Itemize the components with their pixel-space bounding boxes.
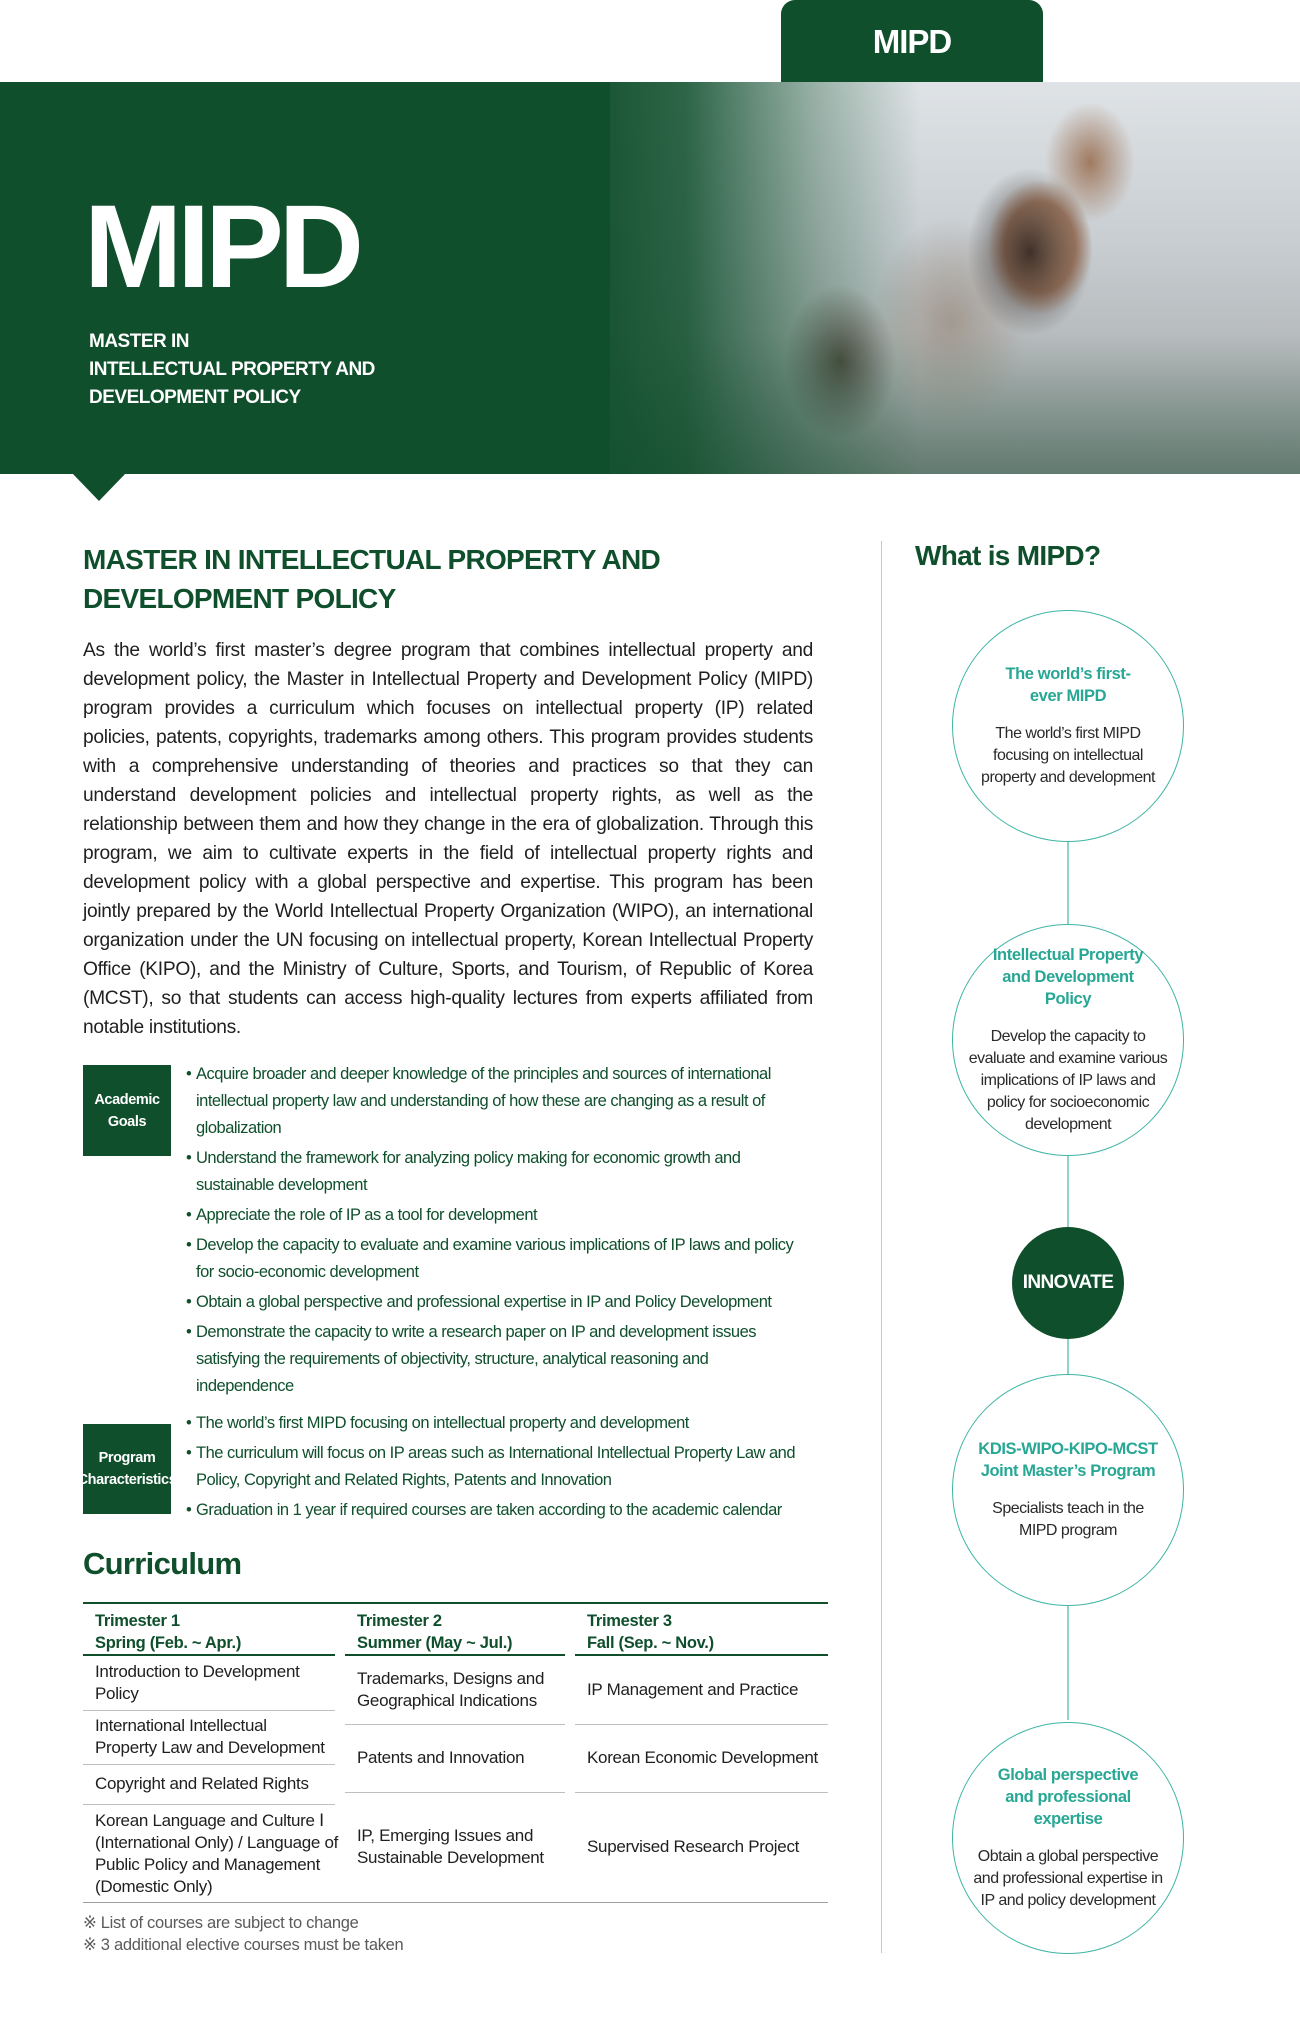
table-cell: Patents and Innovation bbox=[357, 1748, 525, 1767]
hero-banner bbox=[0, 82, 1300, 474]
feature-circle-global-perspective: Global perspective and professional expertise Obtain a global perspective and professional expertise in IP and policy development bbox=[952, 1722, 1184, 1954]
program-characteristics-label: Program Characteristics bbox=[83, 1424, 171, 1514]
feature-circle-first-mipd: The world’s first-ever MIPD The world’s first MIPD focusing on intellectual property and development bbox=[952, 610, 1184, 842]
banner-pointer bbox=[72, 473, 126, 501]
table-cell: IP Management and Practice bbox=[587, 1680, 799, 1699]
trimester-3-header: Trimester 3 Fall (Sep. ~ Nov.) bbox=[587, 1612, 714, 1652]
academic-goals-label: Academic Goals bbox=[83, 1065, 171, 1156]
table-cell: Trademarks, Designs and Geographical Indications bbox=[357, 1669, 545, 1710]
curriculum-table bbox=[83, 1602, 828, 1904]
curriculum-notes: ※ List of courses are subject to change ※ 3 additional elective courses must be taken bbox=[83, 1914, 404, 1954]
program-characteristics-list bbox=[186, 1410, 806, 1527]
list-item: • The world’s first MIPD focusing on intellectual property and development bbox=[186, 1410, 806, 1437]
list-item: • Understand the framework for analyzing policy making for economic growth and sustainable development bbox=[186, 1145, 806, 1199]
program-tab: MIPD bbox=[781, 0, 1043, 84]
list-item: • Obtain a global perspective and professional expertise in IP and Policy Development bbox=[186, 1289, 806, 1316]
intro-paragraph: As the world’s first master’s degree program that combines intellectual property and development policy, the Master in Intellectual Property and Development Policy (MIPD) program provides a curriculum which focuses on intellectual property (IP) related policies, patents, copyrights, trademarks among others. This program provides students with a comprehensive understanding of theories and practices so that they can understand development policies and intellectual property rights, as well as the relationship between them and how they change in the era of globalization. Through this program, we aim to cultivate experts in the field of intellectual property rights and development policy with a global perspective and expertise. This program has been jointly prepared by the World Intellectual Property Organization (WIPO), an international organization under the UN focusing on intellectual property, Korean Intellectual Property Office (KIPO), and the Ministry of Culture, Sports, and Tourism, of Republic of Korea (MCST), so that students can access high-quality lectures from experts affiliated from notable institutions. bbox=[83, 640, 813, 1038]
list-item: • Develop the capacity to evaluate and examine various implications of IP laws and policy for socio-economic development bbox=[186, 1232, 806, 1286]
table-cell: Copyright and Related Rights bbox=[95, 1774, 309, 1793]
table-cell: Introduction to Development Policy bbox=[95, 1662, 300, 1703]
table-cell: Korean Economic Development bbox=[587, 1748, 818, 1767]
page-title: MASTER IN INTELLECTUAL PROPERTY AND DEVELOPMENT POLICY bbox=[83, 544, 661, 614]
table-cell: IP, Emerging Issues and Sustainable Development bbox=[357, 1826, 544, 1867]
innovate-badge: INNOVATE bbox=[1012, 1227, 1124, 1339]
list-item: • The curriculum will focus on IP areas such as International Intellectual Property Law and Policy, Copyright and Related Rights, Patents and Innovation bbox=[186, 1440, 806, 1494]
feature-circle-ip-policy: Intellectual Property and Development Policy Develop the capacity to evaluate and examine various implications of IP laws and policy for socioeconomic development bbox=[952, 924, 1184, 1156]
academic-goals-list bbox=[186, 1061, 806, 1403]
hero-subtitle: MASTER IN INTELLECTUAL PROPERTY AND DEVELOPMENT POLICY bbox=[89, 331, 375, 408]
trimester-1-header: Trimester 1 Spring (Feb. ~ Apr.) bbox=[95, 1612, 242, 1652]
hero-title: MIPD bbox=[84, 181, 359, 313]
list-item: • Appreciate the role of IP as a tool for development bbox=[186, 1202, 806, 1229]
curriculum-heading: Curriculum bbox=[83, 1546, 242, 1581]
table-cell: Korean Language and Culture Ⅰ (International Only) / Language of Public Policy and Management (Domestic Only) bbox=[95, 1811, 339, 1896]
column-divider bbox=[881, 541, 882, 1953]
list-item: • Acquire broader and deeper knowledge of the principles and sources of international intellectual property law and understanding of how these are changing as a result of globalization bbox=[186, 1061, 806, 1142]
trimester-2-header: Trimester 2 Summer (May ~ Jul.) bbox=[357, 1612, 513, 1652]
sidebar-heading: What is MIPD? bbox=[915, 540, 1101, 571]
table-cell: Supervised Research Project bbox=[587, 1837, 800, 1856]
list-item: • Graduation in 1 year if required courses are taken according to the academic calendar bbox=[186, 1497, 806, 1524]
table-cell: International Intellectual Property Law and Development bbox=[95, 1716, 325, 1757]
list-item: • Demonstrate the capacity to write a research paper on IP and development issues satisfying the requirements of objectivity, structure, analytical reasoning and independence bbox=[186, 1319, 806, 1400]
feature-circle-joint-program: KDIS-WIPO-KIPO-MCST Joint Master’s Program Specialists teach in the MIPD program bbox=[952, 1374, 1184, 1606]
